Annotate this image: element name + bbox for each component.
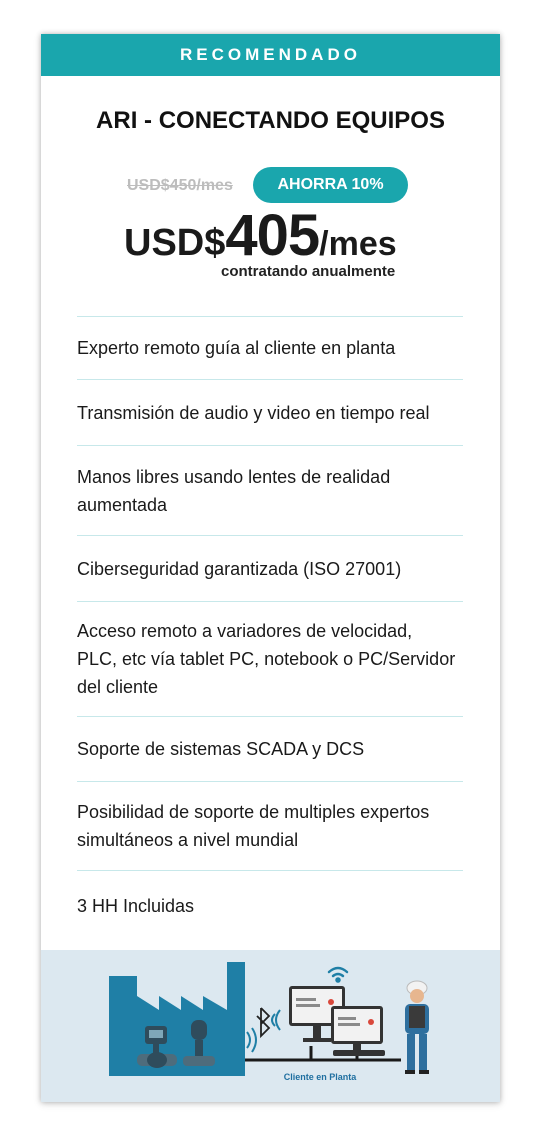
feature-list <box>77 316 463 941</box>
feature-item: Posibilidad de soporte de multiples expertos simultáneos a nivel mundial <box>77 802 430 850</box>
feature-item: Transmisión de audio y video en tiempo real <box>77 402 430 423</box>
feature-item: 3 HH Incluidas <box>77 896 195 916</box>
illustration-svg <box>41 950 500 1102</box>
feature-item: Acceso remoto a variadores de velocidad, PLC, etc vía tablet PC, notebook o PC/Servidor del cliente <box>77 621 456 697</box>
remote-support-illustration <box>41 950 500 1102</box>
billing-note: contratando anualmente <box>221 263 396 280</box>
plan-title: ARI - CONECTANDO EQUIPOS <box>96 107 445 134</box>
pricing-card <box>41 34 500 1102</box>
price-period: /mes <box>319 225 397 263</box>
price-currency: USD$ <box>124 222 226 264</box>
old-price: USD$450/mes <box>127 177 233 194</box>
feature-item: Manos libres usando lentes de realidad aumentada <box>77 466 391 515</box>
recommended-banner <box>41 34 500 76</box>
monitor-icon <box>331 1006 385 1056</box>
price-amount: 405 <box>225 203 320 268</box>
signal-waves-icon <box>247 1010 280 1052</box>
recommended-label: RECOMENDADO <box>180 45 361 64</box>
illustration-caption: Cliente en Planta <box>283 1072 357 1082</box>
feature-item: Ciberseguridad garantizada (ISO 27001) <box>77 558 402 579</box>
price <box>124 202 397 269</box>
feature-item: Soporte de sistemas SCADA y DCS <box>77 739 365 759</box>
wifi-icon <box>329 968 347 982</box>
technician-icon <box>405 981 429 1074</box>
savings-badge: AHORRA 10% <box>253 167 408 203</box>
bluetooth-icon <box>257 1008 269 1036</box>
factory-icon <box>109 962 245 1076</box>
feature-item: Experto remoto guía al cliente en planta <box>77 338 396 358</box>
